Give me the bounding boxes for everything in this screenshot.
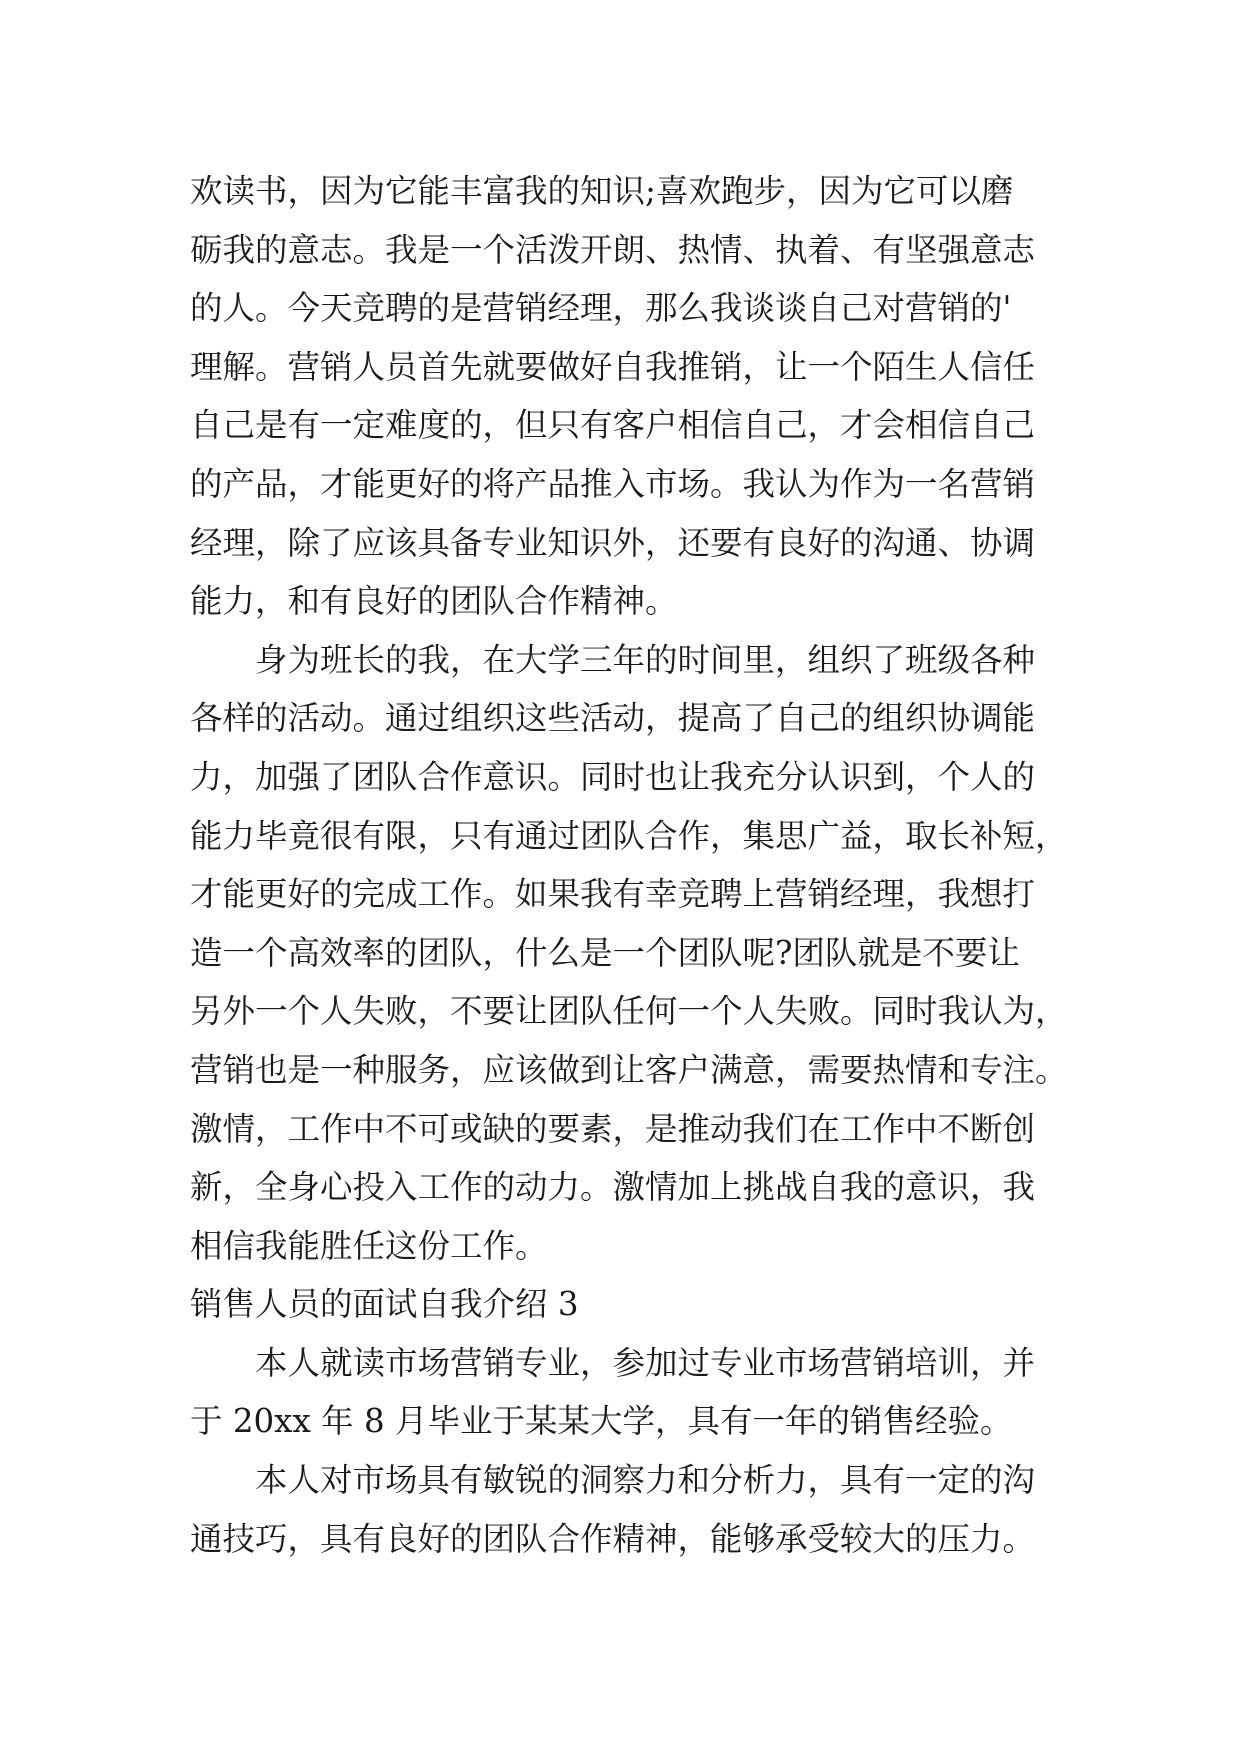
paragraph-4 xyxy=(190,1451,1070,1568)
text-line: 于 20xx 年 8 月毕业于某某大学，具有一年的销售经验。 xyxy=(190,1402,1013,1441)
paragraph-3 xyxy=(190,1334,1070,1451)
text-line: 能力毕竟很有限，只有通过团队合作，集思广益，取长补短， xyxy=(190,816,1068,855)
text-line: 的人。今天竞聘的是营销经理，那么我谈谈自己对营销的' xyxy=(190,289,1012,328)
text-line: 砺我的意志。我是一个活泼开朗、热情、执着、有坚强意志 xyxy=(190,230,1036,269)
text-line: 各样的活动。通过组织这些活动，提高了自己的组织协调能 xyxy=(190,699,1036,738)
paragraph-1 xyxy=(190,162,1070,631)
document-body xyxy=(190,162,1070,1568)
text-line: 新，全身心投入工作的动力。激情加上挑战自我的意识，我 xyxy=(190,1168,1036,1207)
text-line: 力，加强了团队合作意识。同时也让我充分认识到，个人的 xyxy=(190,757,1036,796)
text-line: 经理，除了应该具备专业知识外，还要有良好的沟通、协调 xyxy=(190,523,1036,562)
text-line: 本人就读市场营销专业，参加过专业市场营销培训，并 xyxy=(255,1343,1036,1382)
text-line: 才能更好的完成工作。如果我有幸竞聘上营销经理，我想打 xyxy=(190,875,1036,914)
text-line: 相信我能胜任这份工作。 xyxy=(190,1226,548,1265)
paragraph-2 xyxy=(190,631,1070,1276)
section-heading: 销售人员的面试自我介绍 3 xyxy=(190,1285,579,1324)
text-line: 能力，和有良好的团队合作精神。 xyxy=(190,582,678,621)
text-line: 本人对市场具有敏锐的洞察力和分析力，具有一定的沟 xyxy=(255,1461,1036,1500)
text-line: 自己是有一定难度的，但只有客户相信自己，才会相信自己 xyxy=(190,406,1036,445)
text-line: 身为班长的我，在大学三年的时间里，组织了班级各种 xyxy=(255,640,1036,679)
text-line: 理解。营销人员首先就要做好自我推销，让一个陌生人信任 xyxy=(190,347,1036,386)
text-line: 通技巧，具有良好的团队合作精神，能够承受较大的压力。 xyxy=(190,1519,1036,1558)
text-line: 的产品，才能更好的将产品推入市场。我认为作为一名营销 xyxy=(190,464,1036,503)
text-line: 欢读书，因为它能丰富我的知识;喜欢跑步，因为它可以磨 xyxy=(190,172,1014,210)
text-line: 造一个高效率的团队，什么是一个团队呢?团队就是不要让 xyxy=(190,933,1020,972)
text-line: 营销也是一种服务，应该做到让客户满意，需要热情和专注。 xyxy=(190,1050,1068,1089)
text-line: 另外一个人失败，不要让团队任何一个人失败。同时我认为， xyxy=(190,992,1068,1031)
text-line: 激情，工作中不可或缺的要素，是推动我们在工作中不断创 xyxy=(190,1109,1036,1148)
